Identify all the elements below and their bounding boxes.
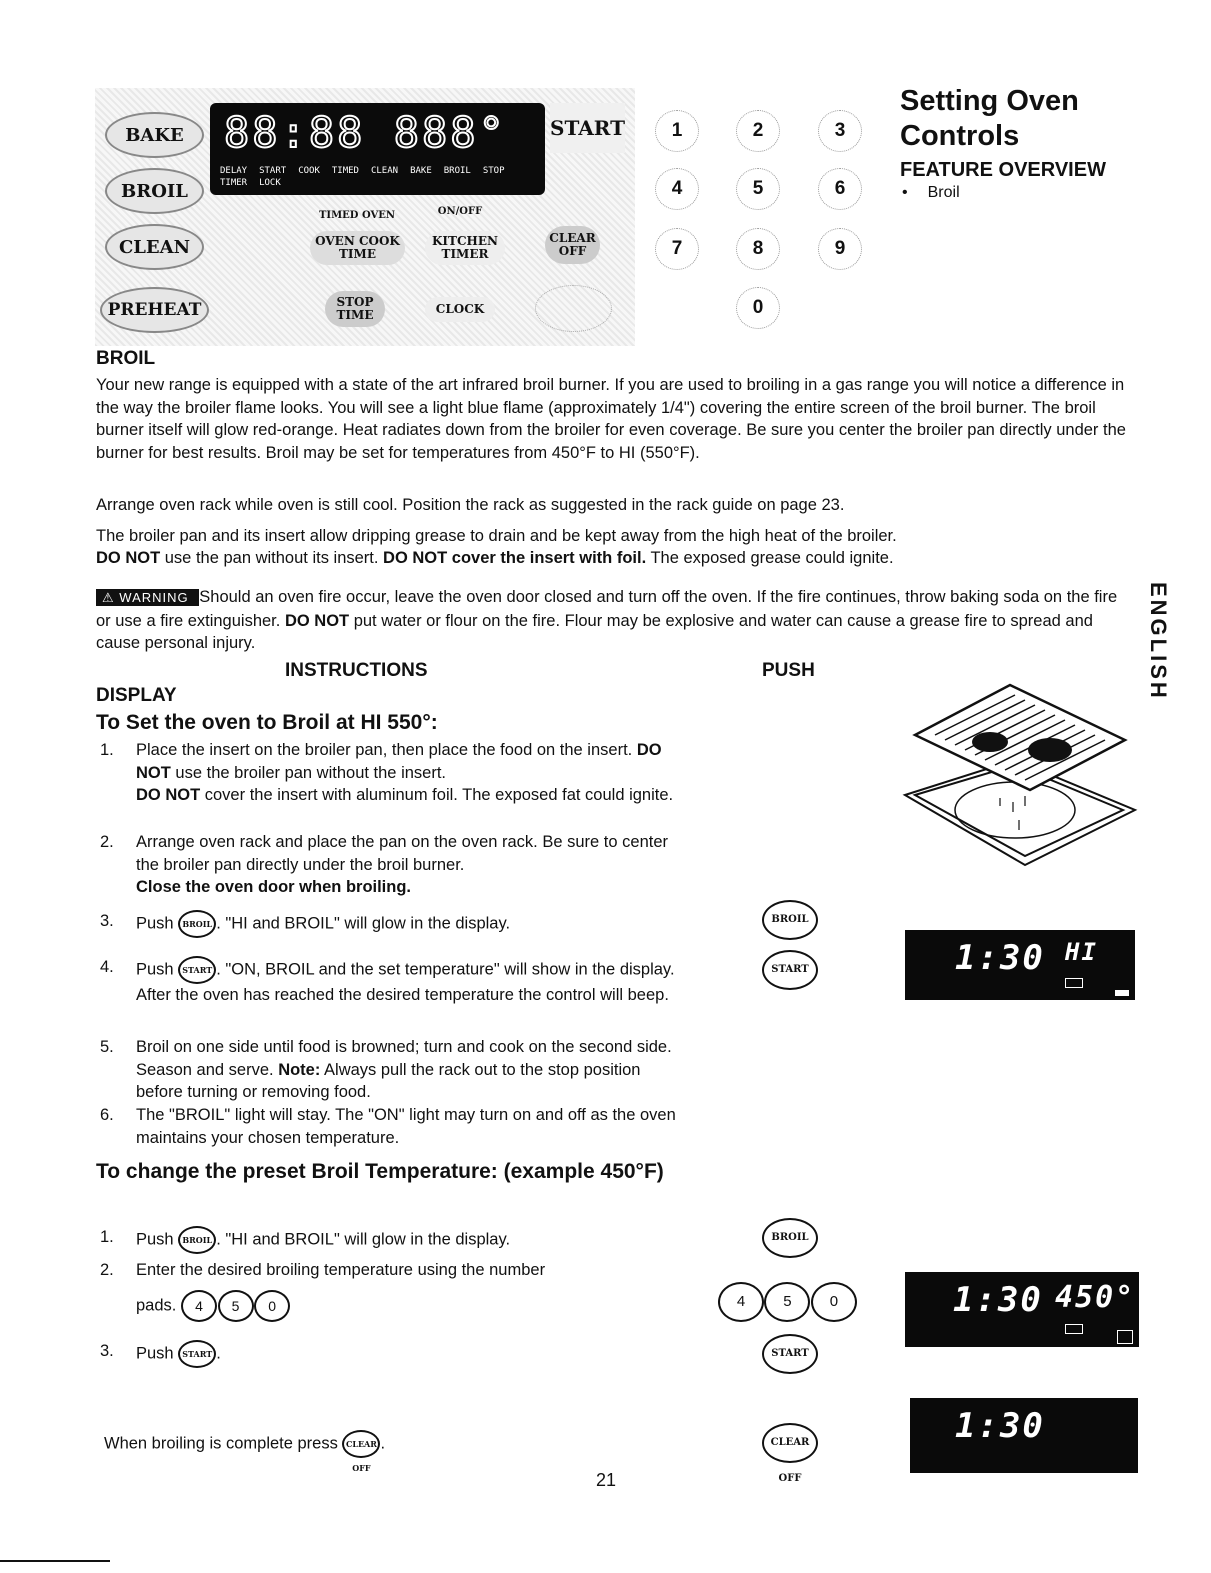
broiler-pan-illustration (895, 680, 1140, 875)
number-pad-0: 0 (254, 1290, 290, 1322)
step-text: The "BROIL" light will stay. The "ON" light may turn on and off as the oven maintains your chosen temperature. (136, 1106, 676, 1147)
clear-off-push-icon: CLEAR OFF (762, 1423, 818, 1463)
broil-heading: BROIL (96, 348, 156, 369)
step-text: Broil on one side until food is browned; turn and cook on the second side. Season and serve. Note: Always pull the rack out to the stop position before turning or removing food. (136, 1038, 672, 1101)
step-number: 3. (100, 1342, 114, 1360)
broil-paragraph-4 (96, 547, 1131, 570)
warning-text-a: Should an oven fire occur, leave the oven door closed and turn off the oven. If the fire continues, throw baking soda on the fire or use a fire extinguisher. (96, 588, 1118, 630)
lcd-label: STOP (482, 166, 505, 176)
number-pad-4: 4 (718, 1282, 764, 1322)
blank-button (535, 285, 612, 332)
step-text: Place the insert on the broiler pan, then place the food on the insert. DO NOT use the broiler pan without the insert. DO NOT cover the insert with aluminum foil. The exposed fat could ignite. (136, 741, 674, 804)
display-temp: 450° (1055, 1280, 1136, 1315)
lcd-label: CLEAN (370, 166, 399, 176)
step-number: 1. (100, 741, 114, 759)
step-number: 3. (100, 912, 114, 930)
lcd-digits: 88:88 888° (224, 108, 507, 157)
broil-paragraph-2: Arrange oven rack while oven is still cool. Position the rack as suggested in the rack guide on page 23. (96, 496, 845, 514)
display-indicator (1115, 990, 1129, 996)
broil-pad-icon: BROIL (178, 910, 216, 938)
display-time: 1:30 (955, 938, 1045, 978)
broil-button: BROIL (105, 168, 204, 214)
start-push-icon-2: START (762, 1334, 818, 1374)
display-450 (905, 1272, 1139, 1347)
display-indicator (1065, 978, 1083, 988)
keypad-5: 5 (736, 168, 780, 210)
s1-step-3 (100, 910, 700, 938)
step-text: Arrange oven rack and place the pan on the oven rack. Be sure to center the broiler pan directly under the broil burner. Close the oven door when broiling. (136, 833, 668, 896)
step-text: Push START . "ON, BROIL and the set temperature" will show in the display. After the oven has reached the desired temperature the control will beep. (136, 956, 680, 1007)
broil-paragraph-3: The broiler pan and its insert allow dripping grease to drain and be kept away from the high heat of the broiler. (96, 527, 897, 545)
p4-text: use the pan without its insert. (160, 549, 384, 567)
title-line-2: Controls (900, 120, 1020, 152)
s2-step-1 (100, 1226, 700, 1254)
p4-text-2: The exposed grease could ignite. (646, 549, 894, 567)
lcd-label: DELAY (220, 166, 248, 176)
section-1-title: To Set the oven to Broil at HI 550°: (96, 711, 438, 734)
lcd-label: BROIL (443, 166, 471, 176)
step-number: 1. (100, 1228, 114, 1246)
number-pads-push (718, 1282, 853, 1322)
lcd-label: COOK (298, 166, 320, 176)
warning-icon: ⚠ (102, 590, 115, 605)
keypad-7: 7 (655, 228, 699, 270)
warning-do-not: DO NOT (284, 611, 350, 630)
warning-badge (96, 589, 199, 606)
step-text: Push BROIL . "HI and BROIL" will glow in the display. (136, 910, 510, 938)
do-not-bold: DO NOT (96, 549, 161, 567)
preheat-button: PREHEAT (100, 287, 209, 333)
oven-cook-time-button: OVEN COOK TIME (310, 231, 405, 265)
broil-paragraph-1: Your new range is equipped with a state of the art infrared broil burner. If you are used to broiling in a gas range you will notice a difference in the way the broiler flame looks. You will see a light blue flame (approximately 1/4") covering the entire screen of the broil burner. The broil burner itself will glow red-orange. Heat radiates down from the broiler for even coverage. Be sure you center the broiler pan directly under the burner for best results. Broil may be set for temperatures from 450°F to HI (550°F). (96, 376, 1126, 462)
lcd-label: TIMED (331, 166, 359, 176)
step-number: 2. (100, 833, 114, 851)
step-number: 5. (100, 1038, 114, 1056)
broil-pad-icon: BROIL (178, 1226, 216, 1254)
display-indicator (1065, 1324, 1083, 1334)
keypad-0: 0 (736, 287, 780, 329)
keypad-3: 3 (818, 110, 862, 152)
warning-badge-text: WARNING (119, 590, 189, 605)
instructions-heading: INSTRUCTIONS (285, 660, 428, 681)
warning-text-b: put water or flour on the fire. Flour may be explosive and water can cause a grease fire to spread and cause personal injury. (96, 611, 1093, 652)
number-pad-4: 4 (181, 1290, 217, 1322)
completion-note: When broiling is complete press CLEAR OFF. (104, 1430, 704, 1458)
start-push-icon: START (762, 950, 818, 990)
lcd-labels (220, 166, 540, 188)
display-time: 1:30 (953, 1280, 1043, 1320)
s2-step-3 (100, 1340, 700, 1368)
s1-step-2 (100, 831, 680, 899)
lcd-label: START (259, 166, 287, 176)
keypad-2: 2 (736, 110, 780, 152)
lcd-label: LOCK (259, 178, 281, 188)
feature-bullet (900, 184, 1180, 202)
step-number: 6. (100, 1106, 114, 1124)
display-time-only (910, 1398, 1138, 1473)
bullet-dot: • (902, 184, 908, 201)
broil-push-icon-2: BROIL (762, 1218, 818, 1258)
number-pad-0: 0 (811, 1282, 857, 1322)
number-pad-5: 5 (764, 1282, 810, 1322)
start-button: START (550, 103, 625, 153)
keypad-1: 1 (655, 110, 699, 152)
keypad-4: 4 (655, 168, 699, 210)
clear-off-button: CLEAR OFF (545, 226, 600, 264)
start-pad-icon: START (178, 956, 216, 984)
display-time: 1:30 (955, 1406, 1045, 1446)
section-2-title: To change the preset Broil Temperature: (example 450°F) (96, 1160, 664, 1183)
title-line-1: Setting Oven (900, 85, 1079, 117)
push-heading: PUSH (762, 660, 815, 681)
clock-button: CLOCK (425, 297, 495, 322)
page-header (900, 84, 1180, 202)
kitchen-timer-button: KITCHEN TIMER (425, 231, 505, 265)
step-number: 2. (100, 1261, 114, 1279)
foil-warning-bold: DO NOT cover the insert with foil. (383, 549, 647, 567)
language-side-tab: ENGLISH (1146, 582, 1171, 701)
step-text: Enter the desired broiling temperature using the number pads. 4 5 0 (136, 1259, 545, 1322)
timed-oven-label: TIMED OVEN (318, 210, 396, 221)
page-number: 21 (596, 1470, 617, 1490)
clear-off-pad-icon: CLEAR OFF (342, 1430, 380, 1458)
page-title (900, 84, 1180, 154)
lcd-label: BAKE (410, 166, 432, 176)
display-temp: HI (1065, 938, 1098, 966)
pads-label: pads. (136, 1295, 177, 1314)
step-text: Push START . (136, 1340, 221, 1368)
lcd-label: TIMER (220, 178, 248, 188)
keypad-8: 8 (736, 228, 780, 270)
s1-step-5 (100, 1036, 690, 1104)
on-off-label: ON/OFF (437, 206, 483, 217)
number-pad-5: 5 (218, 1290, 254, 1322)
warning-block (96, 586, 1131, 655)
display-hi (905, 930, 1135, 1000)
display-indicator (1117, 1330, 1133, 1344)
step-number: 4. (100, 958, 114, 976)
s1-step-4 (100, 956, 680, 1007)
s1-step-6 (100, 1104, 680, 1149)
bake-button: BAKE (105, 112, 204, 158)
s1-step-1 (100, 739, 680, 807)
bottom-rule (0, 1560, 110, 1562)
feature-overview-heading: FEATURE OVERVIEW (900, 159, 1106, 181)
s2-step-2 (100, 1259, 700, 1322)
broil-push-icon: BROIL (762, 900, 818, 940)
keypad-9: 9 (818, 228, 862, 270)
display-heading: DISPLAY (96, 685, 177, 706)
clean-button: CLEAN (105, 224, 204, 270)
keypad-6: 6 (818, 168, 862, 210)
start-pad-icon: START (178, 1340, 216, 1368)
stop-time-button: STOP TIME (325, 291, 385, 327)
step-text: Push BROIL . "HI and BROIL" will glow in the display. (136, 1226, 510, 1254)
bullet-text: Broil (927, 184, 960, 201)
